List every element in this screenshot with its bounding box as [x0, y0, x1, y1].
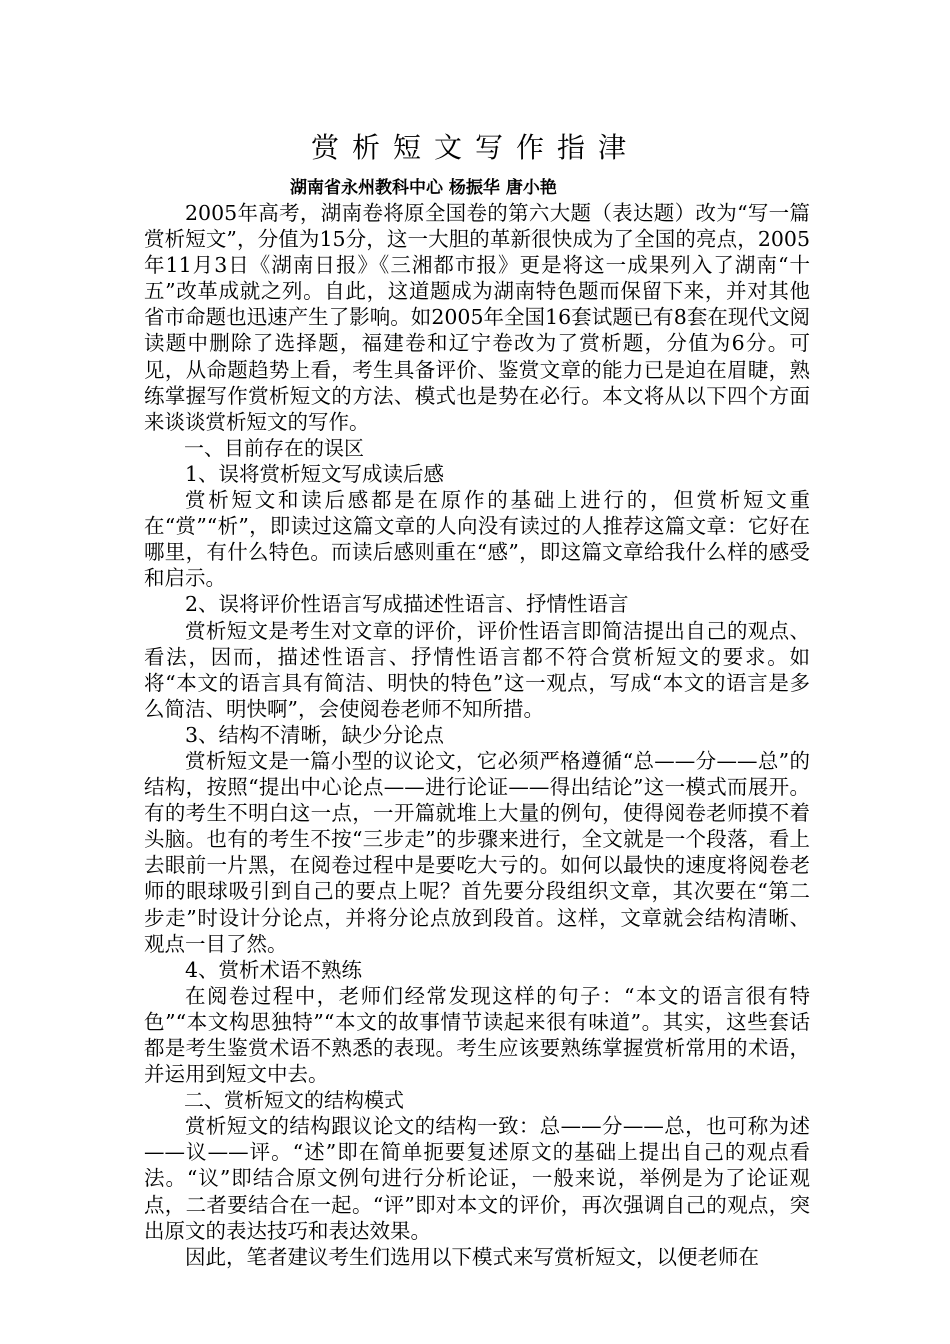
item-2-heading: 2、误将评价性语言写成描述性语言、抒情性语言: [185, 592, 629, 617]
section-1-heading: 一、目前存在的误区: [184, 435, 364, 460]
section-2-paragraph-1: 赏析短文的结构跟议论文的结构一致：总——分——总，也可称为述——议——评。“述”即在简单扼要复述原文的基础上提出自己的观点看法。“议”即结合原文例句进行分析论证，一般来说，举例是为了论证观点，二者要结合在一起。“评”即对本文的评价，再次强调自己的观点，突出原文的表达技巧和表达效果。: [144, 1114, 810, 1243]
item-4-heading: 4、赏析术语不熟练: [185, 957, 363, 982]
item-1-heading: 1、误将赏析短文写成读后感: [185, 461, 445, 486]
item-3-heading: 3、结构不清晰，缺少分论点: [185, 722, 445, 747]
intro-paragraph: 2005年高考，湖南卷将原全国卷的第六大题（表达题）改为“写一篇赏析短文”，分值为15分，这一大胆的革新很快成为了全国的亮点，2005年11月3日《湖南日报》《三湘都市报》更是将这一成果列入了湖南“十五”改革成就之列。自此，这道题成为湖南特色题而保留下来，并对其他省市命题也迅速产生了影响。如2005年全国16套试题已有8套在现代文阅读题中删除了选择题，福建卷和辽宁卷改为了赏析题，分值为6分。可见，从命题趋势上看，考生具备评价、鉴赏文章的能力已是迫在眉睫，熟练掌握写作赏析短文的方法、模式也是势在必行。本文将从以下四个方面来谈谈赏析短文的写作。: [144, 201, 810, 434]
item-2-paragraph: 赏析短文是考生对文章的评价，评价性语言即简洁提出自己的观点、看法，因而，描述性语言、抒情性语言都不符合赏析短文的要求。如将“本文的语言具有简洁、明快的特色”这一观点，写成“本文的语言是多么简洁、明快啊”，会使阅卷老师不知所措。: [144, 618, 810, 721]
item-4-paragraph: 在阅卷过程中，老师们经常发现这样的句子：“本文的语言很有特色”“本文构思独特”“本文的故事情节读起来很有味道”。其实，这些套话都是考生鉴赏术语不熟悉的表现。考生应该要熟练掌握赏析常用的术语，并运用到短文中去。: [144, 983, 810, 1087]
item-1-paragraph: 赏析短文和读后感都是在原作的基础上进行的，但赏析短文重在“赏”“析”，即读过这篇文章的人向没有读过的人推荐这篇文章：它好在哪里，有什么特色。而读后感则重在“感”，即这篇文章给我什么样的感受和启示。: [144, 488, 810, 591]
article-body: [144, 200, 810, 1270]
section-2-paragraph-2: 因此，笔者建议考生们选用以下模式来写赏析短文，以便老师在: [185, 1244, 759, 1269]
document-title: 赏析短文写作指津: [310, 131, 639, 164]
section-2-heading: 二、赏析短文的结构模式: [184, 1088, 404, 1113]
item-3-paragraph: 赏析短文是一篇小型的议论文，它必须严格遵循“总——分——总”的结构，按照“提出中心论点——进行论证——得出结论”这一模式而展开。有的考生不明白这一点，一开篇就堆上大量的例句，使得阅卷老师摸不着头脑。也有的考生不按“三步走”的步骤来进行，全文就是一个段落，看上去眼前一片黑，在阅卷过程中是要吃大亏的。如何以最快的速度将阅卷老师的眼球吸引到自己的要点上呢？首先要分段组织文章，其次要在“第二步走”时设计分论点，并将分论点放到段首。这样，文章就会结构清晰、观点一目了然。: [144, 748, 810, 956]
author-line: 湖南省永州教科中心 杨振华 唐小艳: [290, 178, 557, 198]
